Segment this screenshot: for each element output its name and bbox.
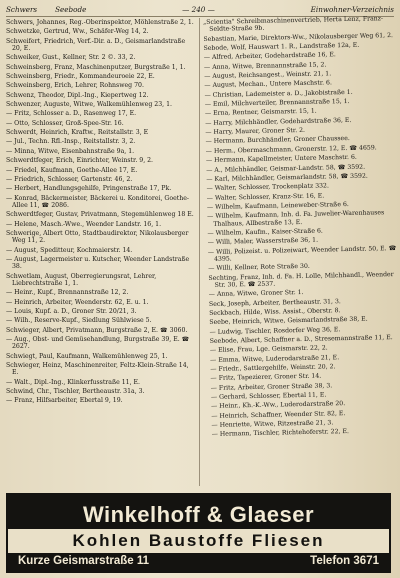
- directory-entry: Sechting, Franz, Inh. d. Fa. H. Lolle, Milchhandl., Weender Str. 30, E. ☎ 2537.: [208, 270, 394, 289]
- header-right-title: Einwohner-Verzeichnis: [310, 4, 394, 14]
- ad-company-name: Winkelhoff & Glaeser: [82, 502, 315, 527]
- directory-entry: Schweiker, Gust., Kellner, Str. 2 ©. 33, 2.: [6, 54, 136, 62]
- directory-entry: — Willi, Maler, Wasserstraße 36, 1.: [207, 236, 319, 247]
- directory-entry: Schweinsberg, Franz, Maschinenputzer, Burgstraße 1, 1.: [6, 63, 186, 71]
- directory-entry: Seebode, Albert, Schaffner a. D., Stresemannstraße 11, E.: [209, 334, 393, 345]
- directory-entry: Schwiegt, Paul, Kaufmann, Walkemühlenweg 25, 1.: [6, 352, 168, 360]
- directory-entry: Seebe, Heinrich, Witwe, Geismarlandstraße 38, E.: [209, 315, 368, 327]
- header-left-sub: Seebode: [55, 4, 87, 14]
- directory-entry: „Scientia" Schreibmaschinenvertrieb, Herta Lenz, Franz-Seldte-Straße 9b.: [203, 15, 384, 34]
- directory-entry: — Walt., Dipl.-Ing., Klinkerfusstraße 11, E.: [6, 378, 141, 386]
- directory-entry: — Emma, Witwe, Luderodarstraße 21, E.: [210, 353, 340, 364]
- directory-entry: Schwerdtfeger, Erich, Einrichter, Weinstr. 9, 2.: [6, 157, 154, 165]
- column-divider: [199, 18, 200, 486]
- directory-entry: — Willi, Kellner, Rote Straße 30.: [208, 263, 310, 273]
- header-left-title: Schwers: [6, 4, 38, 14]
- directory-entry: — Elise, Frau, Lge. Geismarstr. 22, 2.: [209, 344, 328, 355]
- directory-entry: — Wilhelm, Kaufmann, Inh. d. Fa. Juwelier-Warenhauses Thalhaus, Allbestraße 13, E.: [207, 209, 385, 228]
- directory-entry: — A., Milchhändler, Geismar-Landstr. 58, ☎ 3592.: [206, 163, 366, 174]
- directory-entry: — Willi, Polizeist. u. Polizeiwart, Weender Landstr. 50, E. ☎ 4395.: [207, 244, 397, 263]
- left-column: [6, 19, 194, 407]
- directory-entry: — Erna, Rentner, Geismarstr. 15, 1.: [204, 108, 317, 118]
- directory-entry: — Anna, Witwe, Groner Str. 1.: [208, 289, 304, 299]
- directory-entry: — Friedr., Sattlergehilfe, Weinstr. 20, 2.: [210, 363, 336, 373]
- directory-entry: — Helene, Masch.-Wwe., Weender Landstr. 16, 1.: [6, 220, 162, 228]
- directory-entry: Schwieger, Albert, Privatmann, Burgstraße 2, E. ☎ 3060.: [6, 326, 188, 334]
- directory-entry: — Christian, Lademeister a. D., Jakobistraße 1.: [204, 88, 353, 99]
- directory-entry: Schwenzer, Auguste, Witwe, Walkemühlenweg 23, 1.: [6, 101, 172, 109]
- directory-entry: — Heinrich, Schaffner, Weender Str. 82, E.: [211, 409, 346, 420]
- directory-entry: Schwerige, Albert Otto, Stadtbaudirektor, Nikolausberger Weg 11, 2.: [6, 229, 189, 245]
- directory-entry: — Fritz, Schlosser a. D., Rasenweg 17, E.: [6, 110, 137, 118]
- directory-entry: — Walter, Schlosser, Trockenplatz 332.: [206, 182, 330, 193]
- directory-entry: — Alfred, Arbeiter, Godehardstraße 16, E.: [203, 51, 336, 62]
- directory-entry: — Herm., Obermaschmann, Gronerstr. 12, E. ☎ 4659.: [205, 144, 377, 155]
- directory-entry: Schwenz, Theodor, Dipl.-Ing., Kiepertweg 12.: [6, 91, 149, 99]
- directory-entry: — Ludwig, Tischler, Rosdorfer Weg 36, E.: [209, 325, 341, 336]
- directory-entry: Schwind, Chr., Tischler, Bertheaustr. 31a, 3.: [6, 388, 145, 396]
- directory-entry: — Harry, Maurer, Groner Str. 2.: [205, 127, 306, 137]
- directory-entry: — Hermann, Tischler, Richtehoferstr. 22, E.: [211, 428, 349, 439]
- ad-address: Kurze Geismarstraße 11: [18, 555, 150, 567]
- directory-entry: Schwetlam, August, Oberregierungsrat, Lehrer, Liebrechtstraße 1, 1.: [6, 272, 157, 287]
- directory-entry: — Gerhard, Schlosser, Ebertal 11, E.: [210, 391, 327, 402]
- page-number: — 240 —: [182, 4, 215, 14]
- directory-entry: Seck, Joseph, Arbeiter, Bertheaustr. 31, 3.: [208, 297, 341, 308]
- directory-entry: — Walter, Schlosser, Kranz-Str. 16, E.: [206, 192, 325, 202]
- directory-entry: — Heinr., Kh.-K.-Ww., Luderodarstraße 20.: [211, 400, 346, 411]
- directory-entry: — Karl, Milchhändler, Geismarlandstr. 58, ☎ 3592.: [206, 172, 368, 183]
- directory-entry: — Hermann, Kapellmeister, Untere Maschstr. 6.: [205, 153, 357, 165]
- directory-entry: Schwers, Johannes, Reg.-Oberinspektor, Möhlenstraße 2, 1.: [6, 19, 194, 26]
- directory-entry: — Franz, Hilfsarbeiter, Ebertal 9, 19.: [6, 397, 123, 405]
- directory-entry: Schwieger, Heinz, Maschinenreiter, Feltz-Klein-Straße 14, E.: [6, 362, 189, 377]
- directory-entry: — Henriette, Witwe, Ritzestraße 21, 3.: [211, 419, 334, 430]
- directory-entry: Schweifert, Friedrich, Verf.-Dir. a. D., Geismarlandstraße 20, E.: [6, 37, 186, 53]
- directory-entry: — Aug., Obst- und Gemüsehandlung, Burgstraße 39, E. ☎ 2627.: [6, 336, 190, 351]
- directory-entry: Schwerdt, Heinrich, Kraftw., Reitstallstr. 3, E: [6, 129, 149, 137]
- directory-entry: — Hermann, Burchhändler, Groner Chaussee.: [205, 135, 350, 146]
- directory-entry: — Konrad, Bäckermeister, Bäckerei u. Konditorei, Goethe-Allee 11, ☎ 2086.: [6, 194, 189, 209]
- right-column: [203, 15, 400, 441]
- directory-entry: Schwetzke, Gertrud, Ww., Schäfer-Weg 14, 2.: [6, 28, 149, 36]
- directory-entry: — Fritz, Tapezierer, Groner Str. 14.: [210, 373, 322, 383]
- directory-entry: — August, Speditteur, Kochmaierstr. 14.: [6, 246, 133, 254]
- directory-entry: Schweinsberg, Erich, Lehrer, Rohnsweg 70.: [6, 82, 144, 90]
- directory-entry: — Wilh., Reserve-Kupf., Siedlung Sühlwiese 5.: [6, 317, 152, 325]
- directory-entry: — Heinrich, Arbeiter, Weenderstr. 62, E. u. 1.: [6, 298, 149, 306]
- directory-entry: Schwerdtfeger, Gustav, Privatmann, Stegemühlenweg 18 E.: [6, 211, 194, 219]
- directory-entry: — Louis, Kupf. a. D., Groner Str. 20/21, 3.: [6, 308, 137, 315]
- directory-entry: — August, Reichsangest., Weinstr. 21, 1.: [204, 70, 332, 81]
- ad-business-line: Kohlen Baustoffe Fliesen: [8, 529, 389, 553]
- directory-entry: Sebastian, Marie, Direktors-Ww., Nikolausberger Weg 61, 2.: [203, 31, 394, 43]
- directory-entry: — Minna, Witwe, Eisenbahnstraße 9a, 1.: [6, 147, 135, 155]
- directory-entry: Schweinsberg, Friedr., Kommandeuroeie 22, E.: [6, 73, 155, 81]
- ad-contact-row: [8, 553, 389, 571]
- directory-entry: — Heinr., Kupf., Brennannstraße 12, 2.: [6, 289, 129, 297]
- directory-entry: — Herbert, Handlungsgehilfe, Pringenstraße 17, Pk.: [6, 185, 172, 193]
- directory-entry: — Jul., Techn. Rfl.-Insp., Reitstallstr. 3, 2.: [6, 138, 136, 146]
- advertisement-box: [6, 493, 391, 573]
- directory-entry: Seckbach, Hilde, Wiss. Assist., Oberstr. 8.: [209, 307, 341, 317]
- header-left: [6, 5, 86, 14]
- directory-entry: — Friedel, Kaufmann, Goethe-Allee 17, E.: [6, 166, 138, 174]
- page-header: [6, 2, 394, 17]
- directory-entry: Sebode, Wolf, Hauswart 1. R., Landstraße 12a, E.: [203, 41, 360, 53]
- directory-entry: — Fritz, Arbeiter, Groner Straße 38, 3.: [210, 382, 333, 392]
- directory-entry: — Harry, Milchhändler, Godehardstraße 36, E.: [205, 116, 352, 127]
- directory-entry: — Friedrich, Schlosser, Gartenstr. 46, 2.: [6, 175, 133, 183]
- directory-entry: — August, Mechan., Untere Maschstr. 6.: [204, 79, 332, 90]
- directory-entry: — Wilhelm, Kaufmann, Leineweber-Straße 6.: [206, 200, 349, 211]
- directory-entry: — August, Lagermeister u. Kutscher, Weender Landstraße 38.: [6, 255, 190, 271]
- directory-entry: — Anna, Witwe, Brennannstraße 15, 2.: [203, 61, 327, 71]
- directory-entry: — Emil, Milchverteiler, Brennannstraße 15, 1.: [204, 98, 350, 109]
- ad-phone: Telefon 3671: [310, 555, 379, 567]
- directory-entry: — Wilhelm, Kaufm., Kaiser-Straße 6.: [207, 227, 323, 237]
- directory-entry: — Otto, Schlosser, Groß-Spee-Str. 16.: [6, 119, 124, 127]
